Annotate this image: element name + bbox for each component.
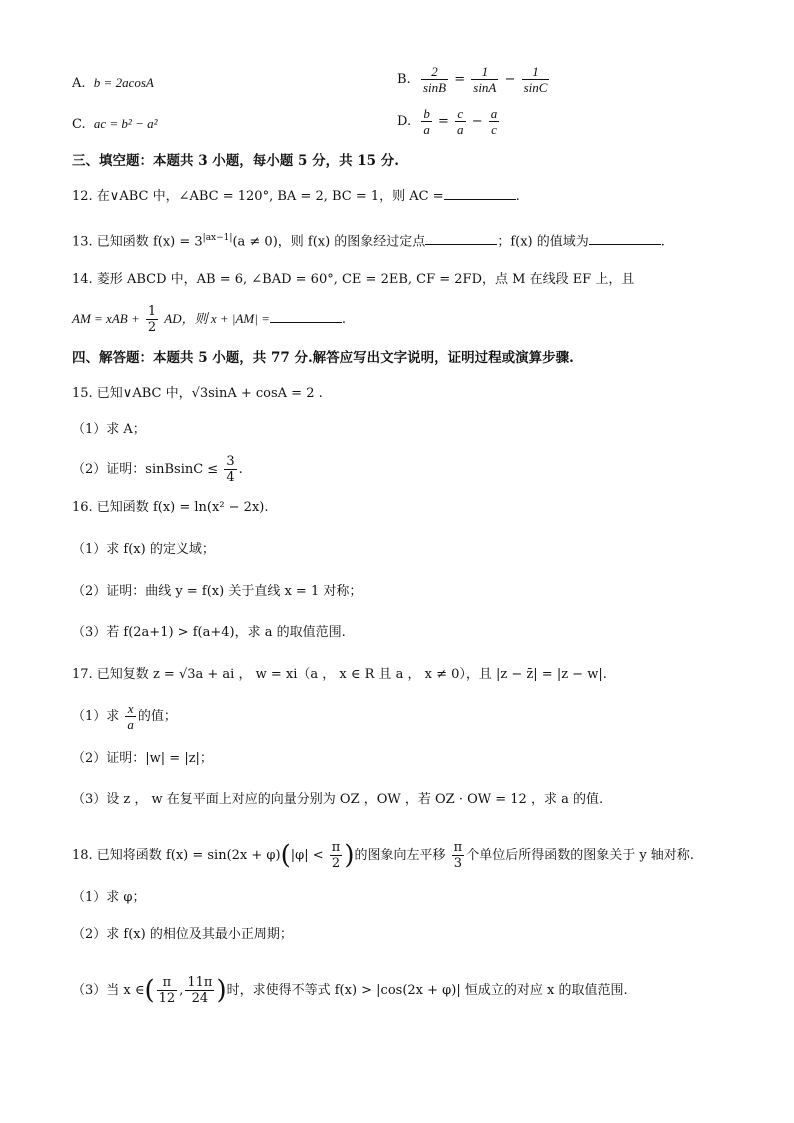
left-paren: (: [144, 975, 155, 1006]
option-a: [72, 74, 154, 93]
question-13: 13. 已知函数 $f(x) = 3^{|ax-1|}(a \ne 0)$，则 f(x) 的图象经过定点 ；f(x) 的值域为 .: [72, 233, 665, 250]
question-15: 15. 已知∨ABC 中，√3sinA + cosA = 2 .: [72, 386, 323, 401]
option-d-frac-2: $\frac{c}{a}$: [457, 106, 464, 137]
option-d: D. $\frac{b}{a}$ = $\frac{c}{a}$ − $\frac{a}{c}$: [397, 106, 498, 137]
option-b-frac-2: $\frac{1}{\sin A}$: [473, 64, 497, 95]
fraction: $\frac{1}{2}$: [147, 304, 157, 335]
option-c: [72, 115, 158, 134]
option-d-frac-3: $\frac{a}{c}$: [490, 106, 498, 137]
answer-blank: [589, 232, 661, 245]
question-17-part-3: （3）设 z ， w 在复平面上对应的向量分别为 OZ ，OW ，若 OZ · OW = 12 ，求 a 的值.: [72, 792, 604, 807]
section-3-heading: 三、填空题：本题共 3 小题，每小题 5 分，共 15 分.: [72, 153, 399, 169]
question-17-part-1: （1）求 $\frac{x}{a}$ 的值；: [72, 701, 177, 732]
question-15-part-2: （2）证明：sinBsinC ≤ $\frac{3}{4}$ .: [72, 454, 243, 485]
fraction: $\frac{3}{4}$: [226, 454, 235, 485]
option-b-label: B.: [397, 72, 411, 87]
question-14-line-2: AM = xAB + $\frac{1}{2}$ AD，则 x + |AM| = .: [72, 304, 346, 335]
answer-blank: [270, 310, 342, 323]
question-16: 16. 已知函数 f(x) = ln(x² − 2x).: [72, 500, 269, 515]
option-d-label: D.: [397, 114, 412, 129]
question-18-part-2: （2）求 f(x) 的相位及其最小正周期；: [72, 927, 293, 942]
right-paren: ): [344, 840, 355, 871]
right-paren: ): [216, 975, 227, 1006]
question-12: 12. 在∨ABC 中，∠ABC = 120°, BA = 2, BC = 1，则 AC = .: [72, 189, 520, 204]
question-16-part-1: （1）求 f(x) 的定义域；: [72, 542, 215, 557]
option-b: B. $\frac{2}{\sin B}$ = $\frac{1}{\sin A}$ − $\frac{1}{\sin C}$: [397, 64, 548, 95]
option-c-label: C.: [72, 117, 86, 132]
question-16-part-2: （2）证明：曲线 y = f(x) 关于直线 x = 1 对称；: [72, 584, 363, 599]
fraction: $\frac{\pi}{12}$: [158, 975, 176, 1006]
question-18-part-3: （3）当 x ∈( $\frac{\pi}{12}$ , $\frac{11\pi}{24}$ )时，求使得不等式 f(x) > |cos(2x + φ)| 恒成立的对应 x 的取值范围.: [72, 975, 628, 1006]
answer-blank: [444, 187, 516, 200]
fraction: $\frac{\pi}{2}$: [331, 840, 341, 871]
answer-blank: [425, 232, 497, 245]
option-a-label: A.: [72, 76, 86, 91]
left-paren: (: [280, 840, 291, 871]
question-17-part-2: （2）证明：|w| = |z|；: [72, 751, 213, 766]
question-16-part-3: （3）若 f(2a+1) > f(a+4)，求 a 的取值范围.: [72, 625, 346, 640]
question-18-part-1: （1）求 φ；: [72, 890, 146, 905]
question-15-part-1: （1）求 A；: [72, 422, 146, 437]
question-14-line-1: 14. 菱形 ABCD 中，AB = 6, ∠BAD = 60°, CE = 2EB, CF = 2FD，点 M 在线段 EF 上，且: [72, 272, 635, 287]
fraction: $\frac{11\pi}{24}$: [187, 975, 213, 1006]
option-a-expr: b = 2acosA: [93, 75, 154, 90]
fraction: $\frac{x}{a}$: [127, 701, 134, 732]
option-b-frac-1: $\frac{2}{\sin B}$: [422, 64, 447, 95]
question-18: 18. 已知将函数 f(x) = sin(2x + φ)(|φ| < $\frac{\pi}{2}$ )的图象向左平移 $\frac{\pi}{3}$ 个单位后所得函数的图象关于 y 轴对称.: [72, 840, 694, 871]
option-b-frac-3: $\frac{1}{\sin C}$: [523, 64, 548, 95]
question-17: 17. 已知复数 z = √3a + ai ， w = xi（a ， x ∈ R 且 a ， x ≠ 0），且 |z − z̄| = |z − w|.: [72, 667, 607, 682]
section-4-heading: 四、解答题：本题共 5 小题，共 77 分.解答应写出文字说明，证明过程或演算步骤.: [72, 350, 574, 366]
fraction: $\frac{\pi}{3}$: [453, 840, 463, 871]
option-c-expr: ac = b² − a²: [93, 116, 158, 131]
option-d-frac-1: $\frac{b}{a}$: [423, 106, 430, 137]
